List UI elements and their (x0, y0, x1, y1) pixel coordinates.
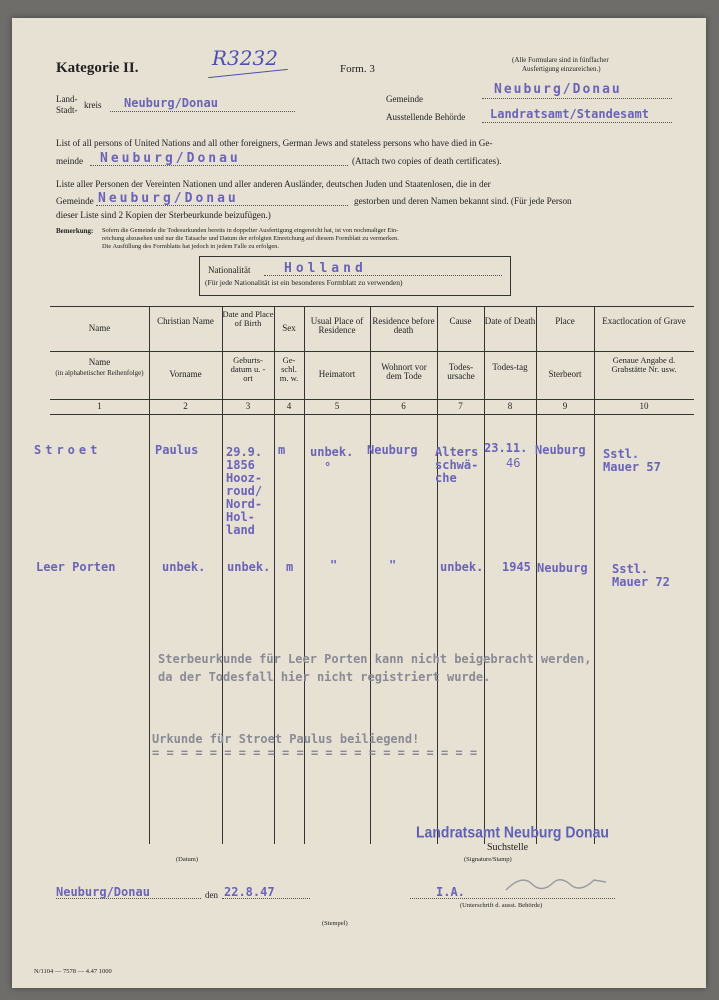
behoerde-value: Landratsamt/Standesamt (490, 107, 649, 121)
row1-cause: Alters schwä- che (435, 445, 479, 485)
ia-value: I.A. (436, 885, 465, 899)
handwritten-underline (208, 69, 288, 78)
row1-place: Neuburg (535, 443, 586, 457)
gemeinde-value: Neuburg/Donau (494, 82, 622, 97)
note-line-1: Sterbeurkunde für Leer Porten kann nicht beigebracht werden, (158, 652, 592, 666)
print-code: N/1104 — 7578 — 4.47 1000 (34, 968, 112, 975)
row1-birth: 29.9. 1856 Hooz- roud/ Nord- Hol- land (226, 445, 263, 537)
copies-note-1: (Alle Formulare sind in fünffacher (512, 56, 609, 64)
note-underline: = = = = = = = = = = = = = = = = = = = = = = = (152, 746, 478, 760)
intro-en-suffix: (Attach two copies of death certificates). (352, 156, 502, 166)
signature-label: (Signature/Stamp) (464, 856, 512, 863)
nationality-label: Nationalität (208, 265, 251, 275)
row2-death-date: 1945 (502, 560, 531, 574)
gemeinde-label: Gemeinde (386, 94, 423, 104)
row1-death-date: 23.11. (484, 441, 528, 455)
row2-wohnort: " (389, 558, 397, 572)
row1-name: Stroet (34, 443, 102, 457)
col-header-name-en: Name (88, 323, 111, 333)
col-header-name-de: Name (88, 357, 111, 367)
form-number: Form. 3 (340, 63, 375, 75)
category-title: Kategorie II. (56, 60, 139, 76)
nationality-value: Holland (284, 261, 367, 276)
col-number-4: 4 (286, 401, 292, 411)
copies-note-2: Ausfertigung einzureichen.) (522, 65, 601, 73)
col-header-birth-de: Geburts-datum u. -ort (230, 355, 266, 383)
intro-en-gemeinde: Neuburg/Donau (100, 151, 241, 166)
col-header-cause-en: Cause (449, 316, 472, 326)
col-header-todesursache-de: Todes-ursache (447, 362, 475, 382)
row2-sex: m (286, 560, 294, 574)
row2-place: Neuburg (537, 561, 588, 575)
form-sheet (12, 18, 706, 988)
col-number-9: 9 (562, 401, 568, 411)
bemerkung-label: Bemerkung: (56, 227, 94, 235)
office-stamp-line1: Landratsamt Neuburg Donau (416, 823, 609, 841)
intro-de-line3: dieser Liste sind 2 Kopien der Sterbeurkunde beizufügen.) (56, 210, 271, 220)
bemerkung-line2: reichung abzusehen und nur die Tatsache und Datum der erfolgten Einreichung auf diesem Formblatt zu vermerken. (102, 235, 399, 242)
col-number-10: 10 (639, 401, 649, 411)
intro-de-suffix: gestorben und deren Namen bekannt sind. (Für jede Person (354, 196, 572, 206)
handwritten-reference: R3232 (212, 46, 278, 70)
intro-de-gemeinde: Neuburg/Donau (98, 191, 239, 206)
col-header-grabstaette-de: Genaue Angabe d. Grabstätte Nr. usw. (611, 355, 677, 374)
col-number-6: 6 (401, 401, 406, 411)
col-header-sterbeort-de: Sterbeort (548, 369, 582, 379)
row1-heimat-mark: ° (324, 460, 332, 474)
unterschrift-label: (Unterschrift d. ausst. Behörde) (460, 902, 543, 909)
col-header-birth-en: Date and Place of Birth (222, 309, 274, 328)
bemerkung-line1: Sofern die Gemeinde die Todesurkunden bereits in doppelter Ausfertigung eingereicht hat, ist von nochmaliger Ein- (102, 227, 399, 234)
nationality-note: (Für jede Nationalität ist ein besonderes Formblatt zu verwenden) (205, 278, 403, 287)
handwritten-signature (502, 870, 612, 898)
den-label: den (205, 890, 218, 900)
behoerde-label: Ausstellende Behörde (386, 112, 466, 122)
row1-sex: m (278, 443, 286, 457)
row2-birth: unbek. (227, 560, 271, 574)
stadt-label: Stadt- (56, 105, 78, 115)
col-header-wohnort-de: Wohnort vor dem Tode (381, 362, 427, 382)
kreis-label: kreis (84, 100, 102, 110)
col-header-usual-residence-en: Usual Place of Residence (310, 316, 364, 336)
intro-de-line1: Liste aller Personen der Vereinten Nationen und aller anderen Ausländer, deutschen Juden und Staatenlosen, die in der (56, 179, 491, 189)
col-number-5: 5 (334, 401, 340, 411)
date-value: 22.8.47 (224, 885, 275, 899)
col-header-christian-name-en: Christian Name (157, 316, 214, 326)
col-header-vorname-de: Vorname (169, 369, 202, 379)
row2-name: Leer Porten (36, 560, 116, 574)
office-stamp-line2: Suchstelle (487, 842, 529, 853)
row2-cause: unbek. (440, 560, 484, 574)
row1-death-year: 46 (506, 456, 521, 470)
row2-grave: Sstl. Mauer 72 (612, 562, 670, 589)
col-number-3: 3 (245, 401, 251, 411)
col-number-1: 1 (97, 401, 102, 411)
col-header-todestag-de: Todes-tag (492, 362, 528, 372)
row2-heimat: " (330, 558, 338, 572)
intro-en-prefix: meinde (56, 156, 84, 166)
col-header-grave-en: Exactlocation of Grave (602, 316, 686, 326)
kreis-value: Neuburg/Donau (124, 96, 218, 110)
row1-grave: Sstl. Mauer 57 (603, 447, 661, 474)
intro-en-line1: List of all persons of United Nations and all other foreigners, German Jews and stateless persons who have died in Ge- (56, 138, 493, 148)
col-number-2: 2 (183, 401, 188, 411)
land-label: Land- (56, 94, 78, 104)
col-header-sex-en: Sex (282, 323, 296, 333)
row2-vorname: unbek. (162, 560, 206, 574)
date-label: (Datum) (176, 856, 199, 863)
intro-de-prefix: Gemeinde (56, 196, 94, 206)
col-number-7: 7 (458, 401, 463, 411)
note-line-3: Urkunde für Stroet Paulus beiliegend! (152, 732, 420, 746)
note-line-2: da der Todesfall hier nicht registriert wurde. (158, 670, 491, 684)
row1-vorname: Paulus (155, 443, 199, 457)
col-header-name-de-sub: (in alphabetischer Reihenfolge) (55, 369, 144, 377)
col-header-sex-de: Ge-schl. m. w. (279, 355, 299, 383)
bemerkung-line3: Die Ausfüllung des Formblatts hat jedoch in jedem Falle zu erfolgen. (102, 243, 279, 250)
row1-wohnort: Neuburg (367, 443, 418, 457)
col-header-heimatort-de: Heimatort (318, 369, 356, 379)
place-value: Neuburg/Donau (56, 885, 150, 899)
stempel-label: (Stempel) (322, 920, 348, 927)
col-number-8: 8 (507, 401, 513, 411)
col-header-date-of-death-en: Date of Death (484, 316, 536, 326)
row1-heimat: unbek. (310, 445, 354, 459)
col-header-place-en: Place (555, 316, 575, 326)
col-header-residence-before-death-en: Residence before death (372, 316, 435, 336)
